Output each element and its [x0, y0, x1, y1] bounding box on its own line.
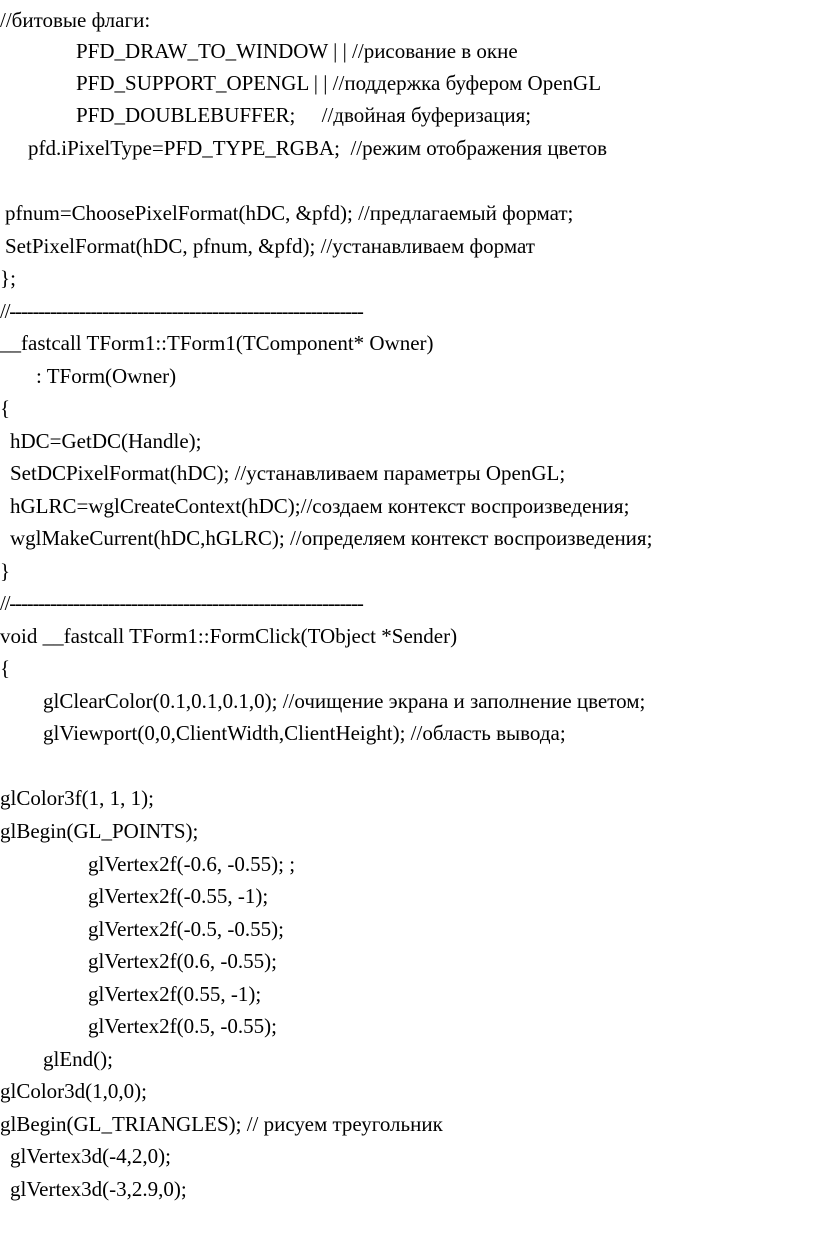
code-line: }	[0, 559, 11, 583]
code-line: SetDCPixelFormat(hDC); //устанавливаем параметры OpenGL;	[10, 461, 566, 485]
code-line: };	[0, 266, 16, 290]
code-line: glEnd();	[43, 1047, 113, 1071]
code-line: //битовые флаги:	[0, 8, 151, 32]
code-line: glColor3d(1,0,0);	[0, 1079, 147, 1103]
code-line: glVertex2f(0.5, -0.55);	[88, 1014, 277, 1038]
code-line: glBegin(GL_POINTS);	[0, 819, 199, 843]
code-line: {	[0, 656, 11, 680]
code-line: void __fastcall TForm1::FormClick(TObject *Sender)	[0, 624, 458, 648]
code-line: : TForm(Owner)	[36, 364, 177, 388]
code-line: glVertex2f(-0.55, -1);	[88, 884, 269, 908]
code-line: glVertex3d(-4,2,0);	[10, 1144, 171, 1168]
separator-line: //-------------------------------------------------------------	[0, 299, 363, 323]
separator-line: //-------------------------------------------------------------	[0, 591, 363, 615]
code-line: pfnum=ChoosePixelFormat(hDC, &pfd); //предлагаемый формат;	[5, 201, 574, 225]
code-line: glViewport(0,0,ClientWidth,ClientHeight); //область вывода;	[43, 721, 566, 745]
code-line: glVertex2f(-0.6, -0.55); ;	[88, 852, 296, 876]
code-line: pfd.iPixelType=PFD_TYPE_RGBA; //режим отображения цветов	[28, 136, 607, 160]
code-line: PFD_SUPPORT_OPENGL | | //поддержка буфером OpenGL	[76, 71, 602, 95]
code-line: hGLRC=wglCreateContext(hDC);//создаем контекст воспроизведения;	[10, 494, 630, 518]
code-line: glColor3f(1, 1, 1);	[0, 786, 154, 810]
code-line: PFD_DRAW_TO_WINDOW | | //рисование в окне	[76, 39, 518, 63]
code-line: PFD_DOUBLEBUFFER; //двойная буферизация;	[76, 103, 532, 127]
code-line: glVertex2f(0.55, -1);	[88, 982, 262, 1006]
code-line: __fastcall TForm1::TForm1(TComponent* Owner)	[0, 331, 434, 355]
code-line: SetPixelFormat(hDC, pfnum, &pfd); //устанавливаем формат	[5, 234, 535, 258]
code-line: glClearColor(0.1,0.1,0.1,0); //очищение экрана и заполнение цветом;	[43, 689, 646, 713]
code-line: glVertex2f(-0.5, -0.55);	[88, 917, 284, 941]
code-line: glVertex2f(0.6, -0.55);	[88, 949, 277, 973]
code-line: wglMakeCurrent(hDC,hGLRC); //определяем контекст воспроизведения;	[10, 526, 653, 550]
code-line: {	[0, 396, 11, 420]
code-line: glVertex3d(-3,2.9,0);	[10, 1177, 187, 1201]
code-line: glBegin(GL_TRIANGLES); // рисуем треугольник	[0, 1112, 443, 1136]
code-line: hDC=GetDC(Handle);	[10, 429, 202, 453]
